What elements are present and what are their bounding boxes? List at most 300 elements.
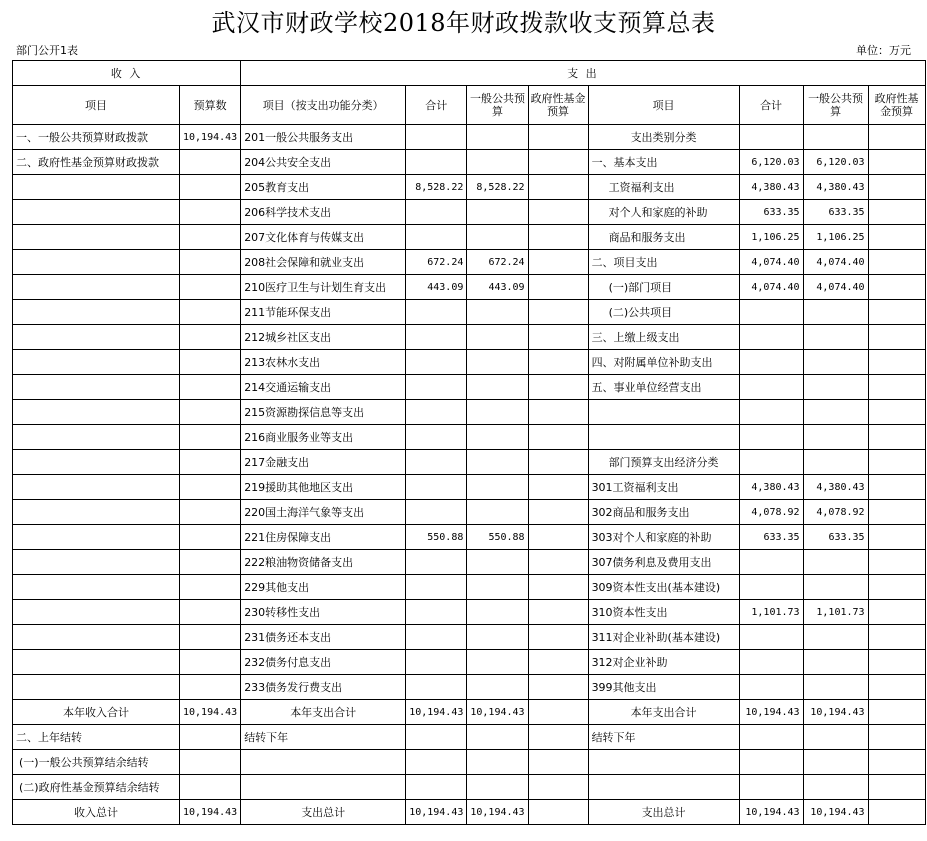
table-cell — [868, 125, 925, 150]
table-cell — [180, 325, 241, 350]
table-cell: 10,194.43 — [180, 800, 241, 825]
table-cell — [467, 475, 528, 500]
col-header-func-total: 合计 — [406, 86, 467, 125]
table-cell: 312对企业补助 — [588, 650, 739, 675]
table-row — [13, 325, 926, 350]
table-row — [13, 725, 926, 750]
table-cell — [868, 625, 925, 650]
table-cell — [868, 650, 925, 675]
table-cell — [528, 500, 588, 525]
table-cell — [406, 150, 467, 175]
table-row — [13, 550, 926, 575]
table-cell — [739, 125, 803, 150]
expense-section-header: 支 出 — [241, 61, 925, 86]
table-cell — [803, 650, 868, 675]
table-cell — [803, 325, 868, 350]
table-cell — [180, 425, 241, 450]
table-cell — [803, 550, 868, 575]
table-cell — [868, 600, 925, 625]
table-cell: 215资源勘探信息等支出 — [241, 400, 406, 425]
table-cell — [528, 450, 588, 475]
column-header-row — [13, 86, 926, 125]
table-cell — [588, 775, 739, 800]
table-row — [13, 675, 926, 700]
table-cell — [868, 725, 925, 750]
table-cell: 10,194.43 — [467, 700, 528, 725]
table-cell — [467, 775, 528, 800]
table-cell — [739, 750, 803, 775]
table-cell: 232债务付息支出 — [241, 650, 406, 675]
table-cell: 212城乡社区支出 — [241, 325, 406, 350]
table-cell: 4,380.43 — [739, 475, 803, 500]
table-row — [13, 250, 926, 275]
table-cell — [406, 750, 467, 775]
table-cell — [13, 250, 180, 275]
table-cell — [739, 450, 803, 475]
table-cell: 216商业服务业等支出 — [241, 425, 406, 450]
table-cell — [528, 800, 588, 825]
table-cell — [406, 600, 467, 625]
table-cell: 4,380.43 — [803, 175, 868, 200]
income-section-header: 收 入 — [13, 61, 241, 86]
table-cell — [528, 525, 588, 550]
table-cell — [868, 525, 925, 550]
table-cell — [528, 125, 588, 150]
page-title: 武汉市财政学校2018年财政拨款收支预算总表 — [211, 9, 716, 37]
table-cell — [180, 775, 241, 800]
table-cell: 302商品和服务支出 — [588, 500, 739, 525]
table-cell: 214交通运输支出 — [241, 375, 406, 400]
table-row — [13, 775, 926, 800]
table-cell — [739, 375, 803, 400]
col-header-func-fund: 政府性基金预算 — [528, 86, 588, 125]
table-cell: 8,528.22 — [406, 175, 467, 200]
table-cell — [180, 500, 241, 525]
table-row — [13, 525, 926, 550]
table-cell — [180, 525, 241, 550]
table-cell: 部门预算支出经济分类 — [588, 450, 739, 475]
table-cell — [528, 375, 588, 400]
table-cell: (二)公共项目 — [588, 300, 739, 325]
table-cell — [13, 650, 180, 675]
table-cell — [180, 200, 241, 225]
table-cell — [528, 150, 588, 175]
table-cell — [739, 325, 803, 350]
table-cell: 310资本性支出 — [588, 600, 739, 625]
table-cell — [467, 650, 528, 675]
table-cell — [803, 450, 868, 475]
col-header-econ-total: 合计 — [739, 86, 803, 125]
table-cell: 4,380.43 — [803, 475, 868, 500]
table-cell: 结转下年 — [241, 725, 406, 750]
table-cell: 10,194.43 — [180, 700, 241, 725]
table-cell: 本年支出合计 — [241, 700, 406, 725]
table-cell: 四、对附属单位补助支出 — [588, 350, 739, 375]
table-cell — [528, 325, 588, 350]
table-row — [13, 575, 926, 600]
table-cell: 550.88 — [467, 525, 528, 550]
unit-label: 单位：万元 — [856, 44, 911, 57]
table-cell: 6,120.03 — [739, 150, 803, 175]
table-cell: 399其他支出 — [588, 675, 739, 700]
table-row — [13, 500, 926, 525]
table-cell: 303对个人和家庭的补助 — [588, 525, 739, 550]
table-cell — [180, 475, 241, 500]
table-cell — [180, 375, 241, 400]
table-cell — [528, 575, 588, 600]
table-cell: 1,106.25 — [803, 225, 868, 250]
table-cell — [180, 750, 241, 775]
table-row — [13, 350, 926, 375]
col-header-income-item: 项目 — [13, 86, 180, 125]
table-cell — [13, 625, 180, 650]
table-cell: 10,194.43 — [739, 700, 803, 725]
table-cell: 商品和服务支出 — [588, 225, 739, 250]
table-cell: 收入总计 — [13, 800, 180, 825]
table-row — [13, 700, 926, 725]
table-cell — [13, 275, 180, 300]
table-cell — [406, 300, 467, 325]
table-cell: 1,101.73 — [803, 600, 868, 625]
table-cell — [406, 375, 467, 400]
table-cell — [868, 575, 925, 600]
table-cell — [13, 575, 180, 600]
table-cell: 4,074.40 — [803, 250, 868, 275]
table-cell: 301工资福利支出 — [588, 475, 739, 500]
table-cell: 201一般公共服务支出 — [241, 125, 406, 150]
table-cell: 4,078.92 — [803, 500, 868, 525]
table-cell — [868, 175, 925, 200]
table-cell: 4,074.40 — [739, 275, 803, 300]
table-cell: 219援助其他地区支出 — [241, 475, 406, 500]
table-cell — [803, 375, 868, 400]
table-cell — [528, 200, 588, 225]
table-row — [13, 150, 926, 175]
table-cell — [467, 425, 528, 450]
table-cell — [528, 400, 588, 425]
table-cell: 二、政府性基金预算财政拨款 — [13, 150, 180, 175]
table-cell — [528, 225, 588, 250]
table-cell — [739, 675, 803, 700]
table-cell — [868, 800, 925, 825]
table-cell — [528, 700, 588, 725]
table-cell: 206科学技术支出 — [241, 200, 406, 225]
table-row — [13, 625, 926, 650]
table-cell — [467, 500, 528, 525]
table-cell: 222粮油物资储备支出 — [241, 550, 406, 575]
table-cell — [13, 450, 180, 475]
table-cell: 10,194.43 — [467, 800, 528, 825]
col-header-econ-general: 一般公共预算 — [803, 86, 868, 125]
table-cell — [467, 125, 528, 150]
table-row — [13, 425, 926, 450]
table-cell — [803, 575, 868, 600]
table-cell — [13, 225, 180, 250]
table-cell — [588, 425, 739, 450]
table-cell: 五、事业单位经营支出 — [588, 375, 739, 400]
table-cell — [180, 175, 241, 200]
table-cell — [13, 375, 180, 400]
table-cell: 233债务发行费支出 — [241, 675, 406, 700]
table-cell — [868, 700, 925, 725]
table-cell — [406, 500, 467, 525]
table-cell — [528, 650, 588, 675]
table-cell: 10,194.43 — [406, 800, 467, 825]
table-cell — [528, 425, 588, 450]
table-cell — [868, 750, 925, 775]
table-cell — [13, 300, 180, 325]
table-cell: (二)政府性基金预算结余结转 — [13, 775, 180, 800]
table-cell: 10,194.43 — [180, 125, 241, 150]
table-cell — [868, 775, 925, 800]
table-cell — [803, 300, 868, 325]
table-row — [13, 800, 926, 825]
table-cell — [528, 550, 588, 575]
table-cell — [13, 400, 180, 425]
table-cell — [13, 500, 180, 525]
table-cell — [868, 550, 925, 575]
table-cell: 二、项目支出 — [588, 250, 739, 275]
table-cell: 6,120.03 — [803, 150, 868, 175]
table-cell — [467, 225, 528, 250]
table-row — [13, 200, 926, 225]
table-cell — [13, 350, 180, 375]
table-cell: 10,194.43 — [406, 700, 467, 725]
table-cell — [588, 750, 739, 775]
table-cell — [467, 325, 528, 350]
table-cell — [739, 775, 803, 800]
table-cell — [528, 175, 588, 200]
table-cell — [528, 750, 588, 775]
table-cell — [739, 625, 803, 650]
table-row — [13, 125, 926, 150]
table-cell: 633.35 — [803, 525, 868, 550]
table-cell — [13, 475, 180, 500]
table-cell — [868, 300, 925, 325]
table-cell — [241, 775, 406, 800]
table-cell — [406, 400, 467, 425]
table-row — [13, 300, 926, 325]
table-cell — [739, 650, 803, 675]
table-row — [13, 275, 926, 300]
table-cell — [528, 725, 588, 750]
table-cell: 211节能环保支出 — [241, 300, 406, 325]
table-cell — [180, 625, 241, 650]
section-header-row — [13, 61, 926, 86]
table-cell — [739, 400, 803, 425]
table-cell — [739, 300, 803, 325]
table-cell: 217金融支出 — [241, 450, 406, 475]
table-cell — [180, 250, 241, 275]
table-cell — [868, 450, 925, 475]
table-cell — [467, 550, 528, 575]
budget-table — [12, 60, 926, 825]
table-cell: 231债务还本支出 — [241, 625, 406, 650]
table-cell: 4,078.92 — [739, 500, 803, 525]
table-row — [13, 650, 926, 675]
table-cell — [180, 650, 241, 675]
table-cell — [868, 375, 925, 400]
table-cell: 结转下年 — [588, 725, 739, 750]
table-cell — [528, 300, 588, 325]
table-cell: 工资福利支出 — [588, 175, 739, 200]
table-cell: 205教育支出 — [241, 175, 406, 200]
table-cell — [180, 675, 241, 700]
table-cell — [868, 675, 925, 700]
table-cell: 三、上缴上级支出 — [588, 325, 739, 350]
table-cell — [467, 625, 528, 650]
table-cell: 支出总计 — [588, 800, 739, 825]
table-cell: 10,194.43 — [803, 700, 868, 725]
table-cell — [528, 600, 588, 625]
table-cell — [406, 725, 467, 750]
table-cell — [406, 550, 467, 575]
table-cell — [406, 625, 467, 650]
table-cell: 207文化体育与传媒支出 — [241, 225, 406, 250]
table-cell — [868, 200, 925, 225]
table-cell — [739, 425, 803, 450]
table-cell — [868, 150, 925, 175]
table-cell — [406, 425, 467, 450]
table-cell: 本年支出合计 — [588, 700, 739, 725]
table-cell — [803, 425, 868, 450]
table-cell — [180, 550, 241, 575]
table-cell — [406, 125, 467, 150]
table-cell — [868, 250, 925, 275]
table-cell — [13, 675, 180, 700]
table-cell — [467, 675, 528, 700]
table-cell — [467, 350, 528, 375]
table-row — [13, 375, 926, 400]
table-cell — [803, 125, 868, 150]
table-cell — [467, 300, 528, 325]
table-cell — [406, 325, 467, 350]
table-cell: 443.09 — [406, 275, 467, 300]
table-cell — [528, 625, 588, 650]
table-cell: 230转移性支出 — [241, 600, 406, 625]
table-cell — [13, 550, 180, 575]
table-cell — [739, 550, 803, 575]
table-cell — [180, 150, 241, 175]
table-cell — [13, 325, 180, 350]
table-cell — [241, 750, 406, 775]
table-cell — [180, 400, 241, 425]
table-cell: 10,194.43 — [739, 800, 803, 825]
table-cell: 311对企业补助(基本建设) — [588, 625, 739, 650]
table-cell: 支出类别分类 — [588, 125, 739, 150]
table-cell — [180, 725, 241, 750]
table-cell — [467, 600, 528, 625]
table-cell: 309资本性支出(基本建设) — [588, 575, 739, 600]
table-cell: 一、基本支出 — [588, 150, 739, 175]
table-cell — [406, 675, 467, 700]
table-cell — [868, 425, 925, 450]
table-cell: 307债务利息及费用支出 — [588, 550, 739, 575]
table-cell — [528, 350, 588, 375]
table-cell — [406, 350, 467, 375]
table-cell: 443.09 — [467, 275, 528, 300]
table-cell: 4,074.40 — [739, 250, 803, 275]
table-cell: 550.88 — [406, 525, 467, 550]
table-cell — [406, 650, 467, 675]
table-cell — [803, 750, 868, 775]
table-cell — [180, 600, 241, 625]
table-cell — [868, 325, 925, 350]
table-cell — [406, 475, 467, 500]
table-cell — [528, 275, 588, 300]
table-cell: 支出总计 — [241, 800, 406, 825]
table-cell: 208社会保障和就业支出 — [241, 250, 406, 275]
table-cell — [13, 425, 180, 450]
table-cell — [528, 775, 588, 800]
table-cell — [467, 150, 528, 175]
table-cell — [406, 575, 467, 600]
table-cell — [467, 450, 528, 475]
table-row — [13, 175, 926, 200]
table-cell: 633.35 — [803, 200, 868, 225]
table-cell: (一)部门项目 — [588, 275, 739, 300]
table-cell — [467, 575, 528, 600]
table-cell — [803, 725, 868, 750]
table-cell: 213农林水支出 — [241, 350, 406, 375]
table-cell: (一)一般公共预算结余结转 — [13, 750, 180, 775]
table-cell — [13, 600, 180, 625]
table-cell — [739, 725, 803, 750]
table-cell — [868, 350, 925, 375]
table-row — [13, 475, 926, 500]
table-cell — [180, 300, 241, 325]
table-cell — [180, 450, 241, 475]
col-header-func-general: 一般公共预算 — [467, 86, 528, 125]
table-cell: 8,528.22 — [467, 175, 528, 200]
table-cell — [803, 350, 868, 375]
table-cell — [803, 625, 868, 650]
table-cell — [528, 675, 588, 700]
table-cell — [180, 275, 241, 300]
table-row — [13, 400, 926, 425]
table-cell: 633.35 — [739, 200, 803, 225]
table-cell: 1,101.73 — [739, 600, 803, 625]
table-cell: 672.24 — [467, 250, 528, 275]
table-cell — [528, 475, 588, 500]
col-header-func-item: 项目（按支出功能分类） — [241, 86, 406, 125]
form-id-label: 部门公开1表 — [16, 44, 78, 57]
table-cell — [467, 375, 528, 400]
col-header-econ-item: 项目 — [588, 86, 739, 125]
table-cell: 对个人和家庭的补助 — [588, 200, 739, 225]
table-row — [13, 750, 926, 775]
table-cell — [467, 750, 528, 775]
table-cell — [13, 525, 180, 550]
table-row — [13, 450, 926, 475]
table-cell — [588, 400, 739, 425]
table-cell — [528, 250, 588, 275]
col-header-income-budget: 预算数 — [180, 86, 241, 125]
table-cell — [406, 200, 467, 225]
table-cell: 10,194.43 — [803, 800, 868, 825]
col-header-econ-fund: 政府性基金预算 — [868, 86, 925, 125]
table-cell — [467, 725, 528, 750]
table-cell — [803, 675, 868, 700]
table-cell — [13, 200, 180, 225]
table-cell: 204公共安全支出 — [241, 150, 406, 175]
table-cell — [406, 225, 467, 250]
table-cell: 210医疗卫生与计划生育支出 — [241, 275, 406, 300]
table-cell — [467, 200, 528, 225]
table-cell — [803, 400, 868, 425]
table-cell: 221住房保障支出 — [241, 525, 406, 550]
table-row — [13, 600, 926, 625]
